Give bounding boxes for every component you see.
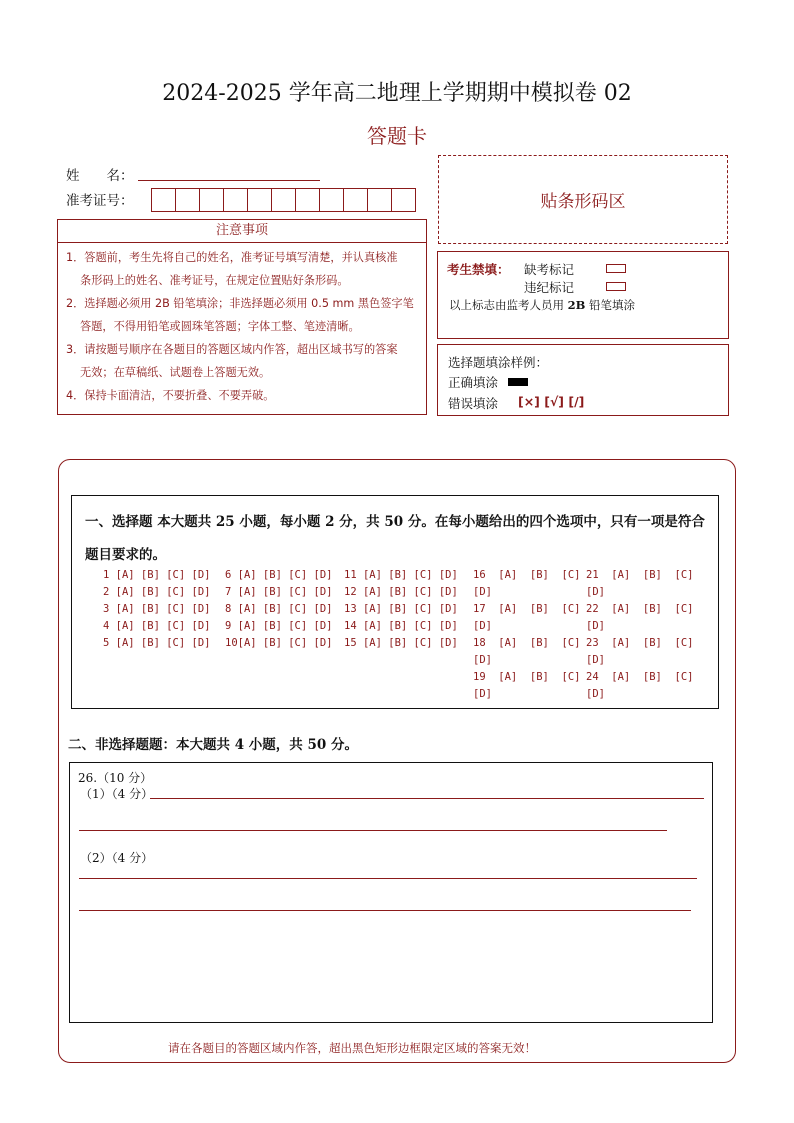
choice-row[interactable]: 10[A] [B] [C] [D] (225, 637, 333, 649)
violation-mark-box[interactable] (606, 282, 626, 291)
correct-fill-label: 正确填涂 (448, 375, 499, 390)
choice-row[interactable]: 21 [A] [B] [C] (586, 569, 694, 581)
note-item (66, 292, 420, 338)
note-item (66, 338, 420, 384)
exam-id-digit-box[interactable] (319, 188, 344, 212)
examinee-ban-box (437, 251, 729, 339)
choice-row[interactable]: [D] (473, 654, 492, 666)
footer-warning: 请在各题目的答题区域内作答，超出黑色矩形边框限定区域的答案无效！ (168, 1041, 536, 1055)
choice-row[interactable]: 23 [A] [B] [C] (586, 637, 694, 649)
answer-line[interactable] (150, 798, 704, 799)
choice-row[interactable]: 1 [A] [B] [C] [D] (103, 569, 211, 581)
choice-column[interactable] (586, 567, 693, 703)
choice-row[interactable]: [D] (586, 688, 605, 700)
exam-id-digit-box[interactable] (199, 188, 224, 212)
note-line: 答题，不得用铅笔或圆珠笔答题；字体工整、笔迹清晰。 (80, 320, 360, 333)
choice-row[interactable]: 19 [A] [B] [C] (473, 671, 581, 683)
exam-id-digit-box[interactable] (295, 188, 320, 212)
answer-line[interactable] (79, 830, 667, 831)
choice-section (71, 495, 719, 709)
exam-id-digit-box[interactable] (223, 188, 248, 212)
note-line: 2．选择题必须用 2B 铅笔填涂；非选择题必须用 0.5 mm 黑色签字笔 (66, 297, 414, 310)
choice-column[interactable] (225, 567, 332, 652)
name-label: 姓 名： (66, 168, 134, 184)
note-line: 条形码上的姓名、准考证号，在规定位置贴好条形码。 (80, 274, 349, 287)
non-choice-heading: 二、非选择题题：本大题共 4 小题，共 50 分。 (68, 737, 358, 753)
choice-column[interactable] (344, 567, 458, 652)
question-26-label: 26.（10 分） (78, 771, 153, 785)
exam-id-digit-box[interactable] (271, 188, 296, 212)
notes-box (57, 242, 427, 415)
note-line: 4．保持卡面清洁，不要折叠、不要弄破。 (66, 389, 275, 402)
wrong-fill-marks: [×] [√] [/] (518, 394, 585, 409)
choice-row[interactable]: 13 [A] [B] [C] [D] (344, 603, 458, 615)
exam-id-digit-box[interactable] (247, 188, 272, 212)
choice-row[interactable]: 14 [A] [B] [C] [D] (344, 620, 458, 632)
fill-sample-box (437, 344, 729, 416)
choice-heading: 一、选择题 本大题共 25 小题，每小题 2 分，共 50 分。在每小题给出的四个选项中，只有一项是符合 题目要求的。 (85, 514, 705, 563)
choice-column[interactable] (473, 567, 580, 703)
choice-row[interactable]: 2 [A] [B] [C] [D] (103, 586, 211, 598)
choice-row[interactable]: 7 [A] [B] [C] [D] (225, 586, 333, 598)
absent-mark-label: 缺考标记 (524, 262, 575, 277)
ban-note: 以上标志由监考人员用 2B 铅笔填涂 (449, 298, 636, 312)
correct-fill-mark (508, 378, 528, 386)
name-field[interactable] (138, 180, 320, 181)
wrong-fill-label: 错误填涂 (448, 396, 499, 411)
page-subtitle: 答题卡 (367, 124, 427, 148)
choice-row[interactable]: 3 [A] [B] [C] [D] (103, 603, 211, 615)
exam-id-digit-box[interactable] (367, 188, 392, 212)
part-2-label: （2）（4 分） (80, 851, 154, 865)
choice-row[interactable]: [D] (473, 620, 492, 632)
note-line: 1．答题前，考生先将自己的姓名，准考证号填写清楚，并认真核准 (66, 251, 398, 264)
choice-row[interactable]: 24 [A] [B] [C] (586, 671, 694, 683)
exam-id-digit-box[interactable] (343, 188, 368, 212)
violation-mark-label: 违纪标记 (524, 280, 575, 295)
question-26-box (69, 762, 713, 1023)
choice-row[interactable]: 12 [A] [B] [C] [D] (344, 586, 458, 598)
choice-row[interactable]: [D] (586, 654, 605, 666)
exam-id-label: 准考证号： (66, 193, 134, 209)
note-item (66, 246, 420, 292)
choice-column[interactable] (103, 567, 210, 652)
note-line: 3．请按题号顺序在各题目的答题区域内作答，超出区域书写的答案 (66, 343, 398, 356)
choice-row[interactable]: 17 [A] [B] [C] (473, 603, 581, 615)
choice-row[interactable]: 5 [A] [B] [C] [D] (103, 637, 211, 649)
choice-row[interactable]: [D] (586, 586, 605, 598)
choice-row[interactable]: 22 [A] [B] [C] (586, 603, 694, 615)
note-item (66, 384, 420, 407)
sample-title: 选择题填涂样例： (448, 355, 549, 370)
answer-line[interactable] (79, 878, 697, 879)
choice-row[interactable]: 15 [A] [B] [C] [D] (344, 637, 458, 649)
barcode-label: 贴条形码区 (540, 192, 626, 212)
part-1-label: （1）（4 分） (80, 787, 154, 801)
exam-id-digit-box[interactable] (175, 188, 200, 212)
exam-id-digit-box[interactable] (391, 188, 416, 212)
choice-row[interactable]: 9 [A] [B] [C] [D] (225, 620, 333, 632)
ban-title: 考生禁填： (447, 262, 510, 277)
barcode-area (438, 155, 728, 244)
note-line: 无效；在草稿纸、试题卷上答题无效。 (80, 366, 271, 379)
exam-id-boxes[interactable] (151, 188, 415, 212)
choice-row[interactable]: 16 [A] [B] [C] (473, 569, 581, 581)
choice-row[interactable]: 6 [A] [B] [C] [D] (225, 569, 333, 581)
notes-title: 注意事项 (57, 219, 427, 243)
absent-mark-box[interactable] (606, 264, 626, 273)
choice-row[interactable]: 18 [A] [B] [C] (473, 637, 581, 649)
choice-row[interactable]: 11 [A] [B] [C] [D] (344, 569, 458, 581)
choice-row[interactable]: [D] (586, 620, 605, 632)
choice-row[interactable]: [D] (473, 586, 492, 598)
answer-line[interactable] (79, 910, 691, 911)
choice-row[interactable]: 8 [A] [B] [C] [D] (225, 603, 333, 615)
page-title: 2024-2025 学年高二地理上学期期中模拟卷 02 (162, 81, 632, 106)
choice-row[interactable]: [D] (473, 688, 492, 700)
exam-id-digit-box[interactable] (151, 188, 176, 212)
choice-row[interactable]: 4 [A] [B] [C] [D] (103, 620, 211, 632)
